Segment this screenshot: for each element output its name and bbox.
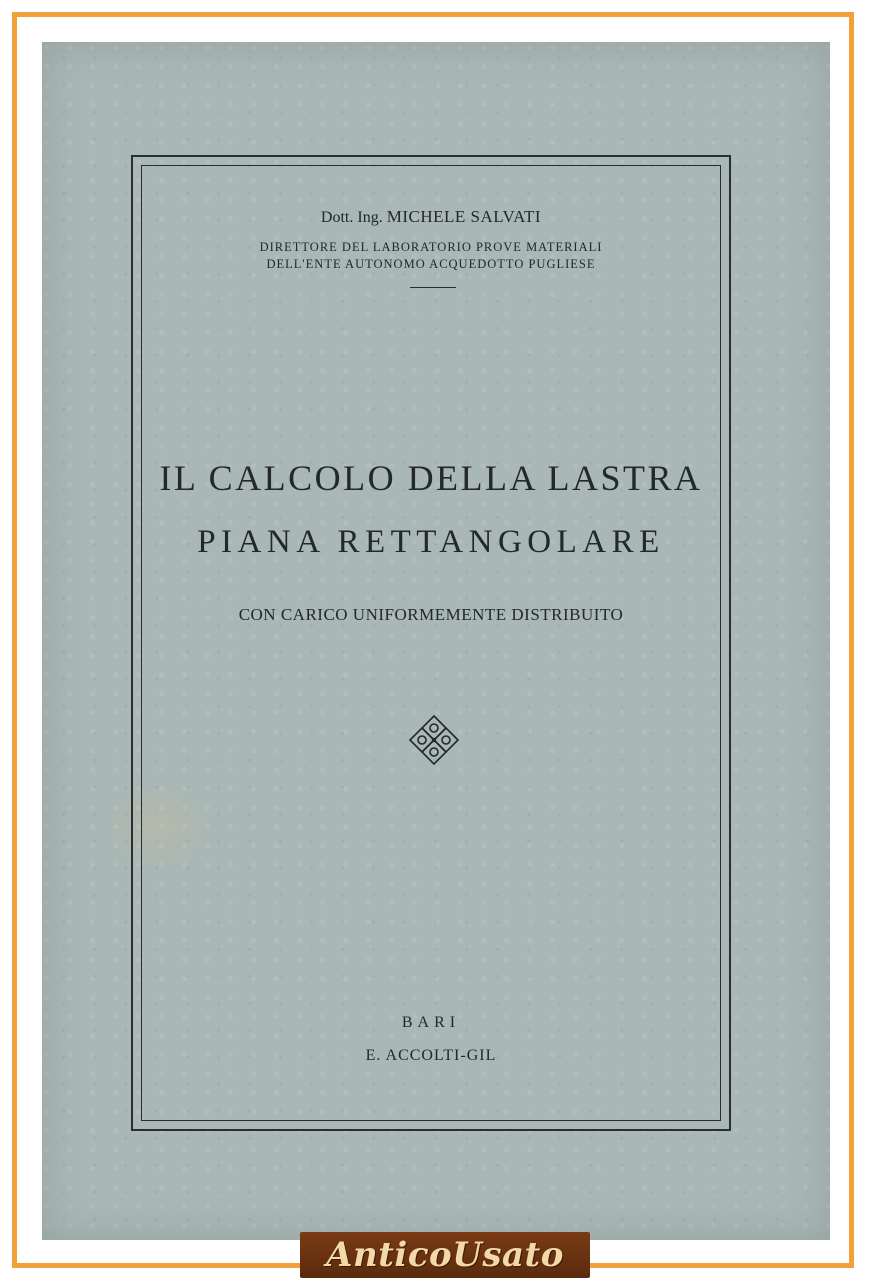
book-subtitle: CON CARICO UNIFORMEMENTE DISTRIBUITO xyxy=(238,605,624,624)
author-line xyxy=(133,207,729,227)
author-role-line-2: DELL'ENTE AUTONOMO ACQUEDOTTO PUGLIESE xyxy=(266,257,596,271)
author-role-line-1: DIRETTORE DEL LABORATORIO PROVE MATERIALI xyxy=(259,240,603,254)
author-name: MICHELE SALVATI xyxy=(386,207,542,226)
publication-city: BARI xyxy=(401,1014,461,1031)
book-title-line-1: IL CALCOLO DELLA LASTRA xyxy=(159,458,703,498)
cover-inner-border xyxy=(141,165,721,1121)
publisher-name: E. ACCOLTI-GIL xyxy=(365,1047,497,1064)
divider-rule xyxy=(410,287,456,288)
book-title-line-2: PIANA RETTANGOLARE xyxy=(197,524,665,560)
author-prefix: Dott. Ing. xyxy=(320,209,383,226)
book-cover xyxy=(42,42,830,1240)
floral-ornament-icon xyxy=(406,712,462,768)
cover-border xyxy=(131,155,731,1131)
watermark-logo: AnticoUsato xyxy=(326,1235,564,1275)
